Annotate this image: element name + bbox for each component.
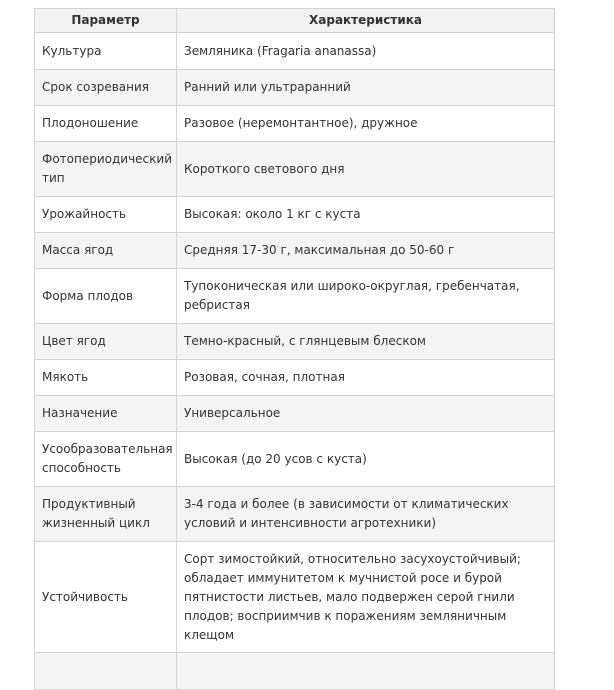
header-characteristic: Характеристика: [177, 9, 555, 33]
table-row: [35, 70, 555, 106]
cell-parameter: Устойчивость: [35, 542, 177, 653]
table-row: [35, 142, 555, 197]
cell-value: Сорт зимостойкий, относительно засухоустойчивый; обладает иммунитетом к мучнистой росе и бурой пятнистости листьев, мало подвержен серой гнили плодов; восприимчив к поражениям земляничным клещом: [177, 542, 555, 653]
cell-parameter: Урожайность: [35, 197, 177, 233]
cell-value: Короткого светового дня: [177, 142, 555, 197]
table-row: [35, 197, 555, 233]
cell-value: Тупоконическая или широко-округлая, гребенчатая, ребристая: [177, 269, 555, 324]
table-row: [35, 487, 555, 542]
table-row: [35, 360, 555, 396]
table-header-row: [35, 9, 555, 33]
cell-parameter: Срок созревания: [35, 70, 177, 106]
cell-value: Разовое (неремонтантное), дружное: [177, 106, 555, 142]
cell-value: Высокая (до 20 усов с куста): [177, 432, 555, 487]
cell-parameter: Мякоть: [35, 360, 177, 396]
cell-parameter: Продуктивный жизненный цикл: [35, 487, 177, 542]
table-row: [35, 432, 555, 487]
cell-parameter: Назначение: [35, 396, 177, 432]
header-parameter: Параметр: [35, 9, 177, 33]
cell-value: Розовая, сочная, плотная: [177, 360, 555, 396]
cell-value: Средняя 17-30 г, максимальная до 50-60 г: [177, 233, 555, 269]
cell-parameter: [35, 653, 177, 690]
cell-parameter: Масса ягод: [35, 233, 177, 269]
cell-parameter: Форма плодов: [35, 269, 177, 324]
table-row: [35, 33, 555, 70]
table-row: [35, 396, 555, 432]
table-row: [35, 542, 555, 653]
cell-parameter: Фотопериодический тип: [35, 142, 177, 197]
cell-parameter: Усообразовательная способность: [35, 432, 177, 487]
characteristics-table: [34, 8, 555, 690]
table-row: [35, 324, 555, 360]
cell-value: Универсальное: [177, 396, 555, 432]
cell-parameter: Культура: [35, 33, 177, 70]
cell-parameter: Цвет ягод: [35, 324, 177, 360]
table-row: [35, 106, 555, 142]
table-row: [35, 653, 555, 690]
table-row: [35, 233, 555, 269]
characteristics-table-container: [34, 8, 554, 690]
cell-value: Ранний или ультраранний: [177, 70, 555, 106]
cell-value: [177, 653, 555, 690]
table-row: [35, 269, 555, 324]
cell-value: Темно-красный, с глянцевым блеском: [177, 324, 555, 360]
table-header: [35, 9, 555, 33]
table-body: [35, 33, 555, 690]
cell-value: Высокая: около 1 кг с куста: [177, 197, 555, 233]
cell-value: Земляника (Fragaria ananassa): [177, 33, 555, 70]
cell-value: 3-4 года и более (в зависимости от климатических условий и интенсивности агротехники): [177, 487, 555, 542]
cell-parameter: Плодоношение: [35, 106, 177, 142]
